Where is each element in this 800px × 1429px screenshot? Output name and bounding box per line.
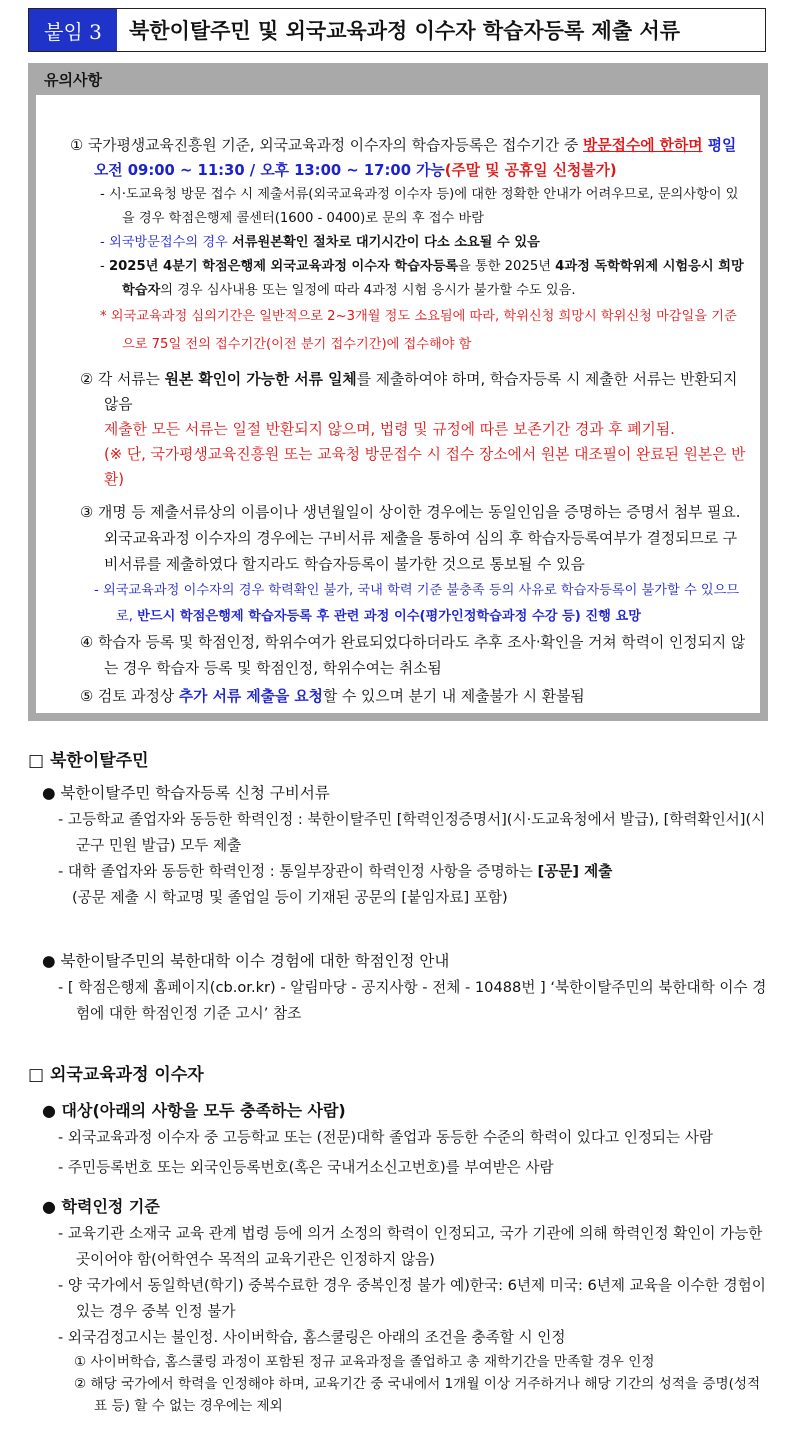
title-bar [28, 8, 766, 52]
foreign-section-title: □ 외국교육과정 이수자 [28, 1065, 204, 1085]
foreign-bullet-1: ● 대상(아래의 사항을 모두 충족하는 사람) [42, 1101, 346, 1120]
foreign-sub-2: - 주민등록번호 또는 외국인등록번호(혹은 국내거소신고번호)를 부여받은 사람 [58, 1159, 554, 1176]
foreign-section [28, 1060, 772, 1417]
nk-sub-2-note: (공문 제출 시 학교명 및 졸업일 등이 기재된 공문의 [붙임자료] 포함) [72, 889, 508, 906]
notice-content [36, 95, 760, 713]
nk-sub-3: - [ 학점은행제 홈페이지(cb.or.kr) - 알림마당 - 공지사항 - 전체 - 10488번 ] ‘북한이탈주민의 북한대학 이수 경험에 대한 학점인정 기준 고시’ 참조 [58, 979, 767, 1022]
notice-item-3-sub-1: - 외국교육과정 이수자의 경우 학력확인 불가, 국내 학력 기준 불충족 등의 사유로 학습자등록이 불가할 수 있으므로, 반드시 학점은행제 학습자등록 후 관련 과정 이수(평가인정학습과정 수강 등) 진행 요망 [94, 583, 740, 624]
notice-item-1-sub-3: - 2025년 4분기 학점은행제 외국교육과정 이수자 학습자등록을 통한 2025년 4과정 독학학위제 시험응시 희망 학습자의 경우 심사내용 또는 일정에 따라 4과정 시험 응시가 불가할 수도 있음. [100, 259, 744, 298]
foreign-sub-5: - 외국검정고시는 불인정. 사이버학습, 홈스쿨링은 아래의 조건을 충족할 시 인정 [58, 1329, 566, 1346]
nk-section-title: □ 북한이탈주민 [28, 751, 149, 771]
nk-sub-2: - 대학 졸업자와 동등한 학력인정 : 통일부장관이 학력인정 사항을 증명하는 [공문] 제출 [58, 863, 613, 880]
notice-box [28, 63, 768, 721]
foreign-sub-3: - 교육기관 소재국 교육 관계 법령 등에 의거 소정의 학력이 인정되고, 국가 기관에 의해 학력인정 확인이 가능한 곳이어야 함(어학연수 목적의 교육기관은 인정하지 않음) [58, 1225, 763, 1268]
foreign-sub-1: - 외국교육과정 이수자 중 고등학교 또는 (전문)대학 졸업과 동등한 수준의 학력이 있다고 인정되는 사람 [58, 1129, 713, 1146]
notice-item-2: ② 각 서류는 원본 확인이 가능한 서류 일체를 제출하여야 하며, 학습자등록 시 제출한 서류는 반환되지 않음 [80, 371, 738, 413]
nk-bullet-1: ● 북한이탈주민 학습자등록 신청 구비서류 [42, 784, 330, 802]
foreign-bullet-2: ● 학력인정 기준 [42, 1197, 160, 1216]
notice-label: 유의사항 [44, 71, 102, 89]
notice-item-1-sub-2: - 외국방문접수의 경우 서류원본확인 절차로 대기시간이 다소 소요될 수 있음 [100, 235, 540, 250]
page-title: 북한이탈주민 및 외국교육과정 이수자 학습자등록 제출 서류 [129, 19, 681, 43]
notice-item-4: ④ 학습자 등록 및 학점인정, 학위수여가 완료되었다하더라도 추후 조사·확인을 거쳐 학력이 인정되지 않는 경우 학습자 등록 및 학점인정, 학위수여는 취소됨 [80, 634, 746, 677]
notice-item-1-sub-1: - 시·도교육청 방문 접수 시 제출서류(외국교육과정 이수자 등)에 대한 정확한 안내가 어려우므로, 문의사항이 있을 경우 학점은행제 콜센터(1600 - 0400)로 문의 후 접수 바람 [100, 187, 739, 226]
foreign-condition-1: ① 사이버학습, 홈스쿨링 과정이 포함된 정규 교육과정을 졸업하고 총 재학기간을 만족할 경우 인정 [74, 1354, 655, 1370]
notice-item-2-red-1: 제출한 모든 서류는 일절 반환되지 않으며, 법령 및 규정에 따른 보존기간 경과 후 폐기됨. [104, 421, 675, 438]
foreign-sub-4: - 양 국가에서 동일학년(학기) 중복수료한 경우 중복인정 불가 예)한국: 6년제 미국: 6년제 교육을 이수한 경험이 있는 경우 중복 인정 불가 [58, 1277, 766, 1320]
notice-item-1: ① 국가평생교육진흥원 기준, 외국교육과정 이수자의 학습자등록은 접수기간 중 방문접수에 한하며 평일 오전 09:00 ~ 11:30 / 오후 13:00 ~ 17:00 가능(주말 및 공휴일 신청불가) [70, 137, 737, 179]
notice-item-2-red-2: (※ 단, 국가평생교육진흥원 또는 교육청 방문접수 시 접수 장소에서 원본 대조필이 완료된 원본은 반환) [104, 446, 746, 488]
notice-item-5: ⑤ 검토 과정상 추가 서류 제출을 요청할 수 있으며 분기 내 제출불가 시 환불됨 [80, 688, 585, 705]
notice-item-1-sub-4: * 외국교육과정 심의기간은 일반적으로 2~3개월 정도 소요됨에 따라, 학위신청 희망시 학위신청 마감일을 기준으로 75일 전의 접수기간(이전 분기 접수기간)에 접수해야 함 [100, 309, 737, 352]
nk-bullet-2: ● 북한이탈주민의 북한대학 이수 경험에 대한 학점인정 안내 [42, 952, 450, 970]
notice-item-3: ③ 개명 등 제출서류상의 이름이나 생년월일이 상이한 경우에는 동일인임을 증명하는 증명서 첨부 필요. 외국교육과정 이수자의 경우에는 구비서류 제출을 통하여 심의 후 학습자등록여부가 결정되므로 구비서류를 제출하였다 할지라도 학습자등록이 불가한 것으로 통보될 수 있음 [80, 504, 741, 573]
nk-sub-1: - 고등학교 졸업자와 동등한 학력인정 : 북한이탈주민 [학력인정증명서](시·도교육청에서 발급), [학력확인서](시군구 민원 발급) 모두 제출 [58, 811, 766, 854]
nk-section [28, 746, 772, 1027]
foreign-condition-2: ② 해당 국가에서 학력을 인정해야 하며, 교육기간 중 국내에서 1개월 이상 거주하거나 해당 기간의 성적을 증명(성적표 등) 할 수 없는 경우에는 제외 [74, 1376, 761, 1414]
attachment-badge: 붙임 3 [29, 9, 117, 51]
item-number: ① [70, 137, 84, 154]
